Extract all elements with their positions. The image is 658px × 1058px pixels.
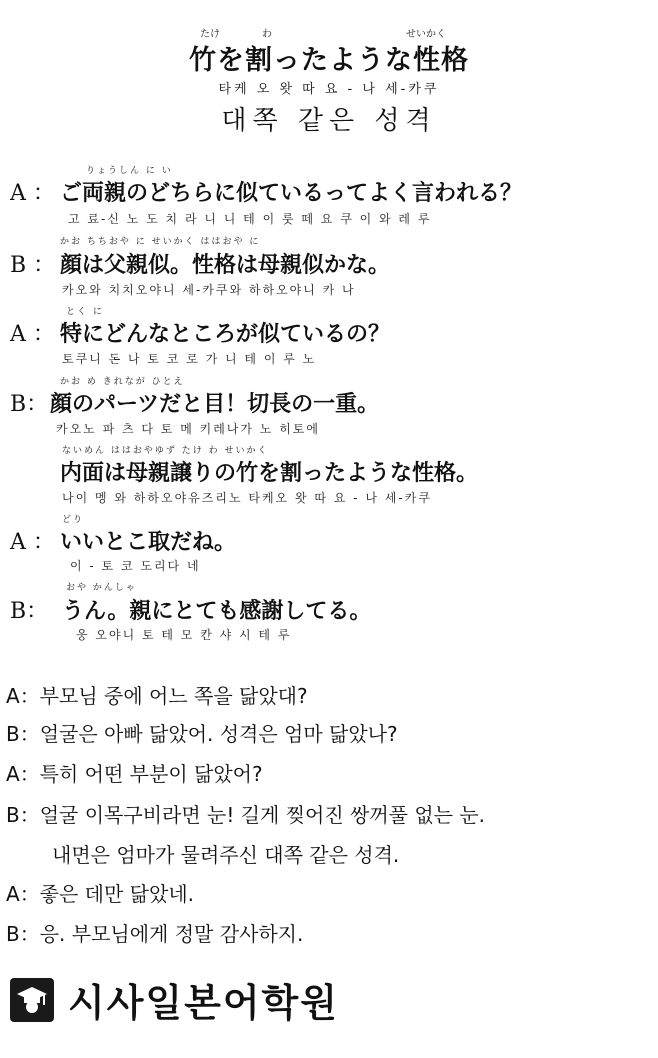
dialogue-pronunciation: 이 - 토 코 도리다 네 — [70, 559, 201, 573]
title-ruby-seikaku: せいかく — [406, 29, 446, 40]
dialogue-ruby: ないめん ははおやゆず たけ わ せいかく — [62, 446, 269, 456]
dialogue-japanese: 顔のパーツだと目！切長の一重。 — [50, 392, 380, 417]
dialogue-pronunciation: 토쿠니 돈 나 토 코 로 가 니 테 이 루 노 — [62, 352, 317, 366]
brand-name: 시사일본어학원 — [68, 981, 339, 1025]
dialogue-japanese: いいとこ取だね。 — [60, 530, 237, 555]
dialogue-ruby: とく に — [66, 307, 104, 317]
dialogue-speaker: B： — [10, 599, 49, 624]
dialogue-pronunciation: 카오와 치치오야니 세-카쿠와 하하오야니 카 나 — [62, 283, 356, 297]
page-title-japanese: 竹を割ったような性格 — [189, 45, 469, 76]
dialogue-speaker: A ： — [10, 322, 55, 347]
dialogue-japanese: ご両親のどちらに似ているってよく言われる？ — [60, 181, 523, 206]
page-title-korean: 대쪽 같은 성격 — [221, 106, 437, 136]
dialogue-japanese: 内面は母親譲りの竹を割ったような性格。 — [60, 461, 479, 486]
dialogue-speaker: A ： — [10, 181, 55, 206]
dialogue-japanese: 顔は父親似。性格は母親似かな。 — [60, 253, 391, 278]
translation-line: B：얼굴은 아빠 닮았어. 성격은 엄마 닮았나? — [6, 722, 398, 746]
dialogue-pronunciation: 고 료-신 노 도 치 라 니 니 테 이 룻 떼 요 쿠 이 와 레 루 — [68, 212, 432, 226]
dialogue-ruby: りょうしん に い — [86, 166, 173, 176]
translation-line: A：특히 어떤 부분이 닮았어? — [6, 762, 263, 786]
translation-line: A：좋은 데만 닮았네. — [6, 882, 194, 906]
title-ruby-wa: わ — [262, 29, 272, 40]
title-pronunciation: 타케 오 왓 따 요 - 나 세-카쿠 — [218, 82, 440, 97]
dialogue-speaker: A ： — [10, 530, 55, 555]
dialogue-speaker: B ： — [10, 253, 56, 278]
dialogue-ruby: どり — [62, 515, 85, 525]
dialogue-pronunciation: 웅 오야니 토 테 모 칸 샤 시 테 루 — [76, 628, 292, 642]
dialogue-ruby: かお め きれなが ひとえ — [60, 377, 185, 387]
graduate-icon — [10, 978, 54, 1022]
dialogue-japanese: 特にどんなところが似ているの？ — [60, 322, 391, 347]
dialogue-pronunciation: 나이 멩 와 하하오야유즈리노 타케오 왓 따 요 - 나 세-카쿠 — [62, 491, 432, 505]
translation-line: A：부모님 중에 어느 쪽을 닮았대? — [6, 684, 308, 708]
dialogue-speaker: B： — [10, 392, 49, 417]
translation-line: 내면은 엄마가 물려주신 대쪽 같은 성격. — [52, 843, 400, 867]
dialogue-japanese: うん。親にとても感謝してる。 — [62, 599, 372, 624]
dialogue-pronunciation: 카오노 파 츠 다 토 메 키레나가 노 히토에 — [56, 422, 320, 436]
title-ruby-take: たけ — [200, 29, 220, 40]
brand-logo — [10, 972, 339, 1027]
dialogue-ruby: おや かんしゃ — [66, 583, 137, 593]
dialogue-ruby: かお ちちおや に せいかく ははおや に — [60, 237, 261, 247]
translation-line: B：얼굴 이목구비라면 눈! 길게 찢어진 쌍꺼풀 없는 눈. — [6, 803, 486, 827]
translation-line: B：응. 부모님에게 정말 감사하지. — [6, 922, 304, 946]
